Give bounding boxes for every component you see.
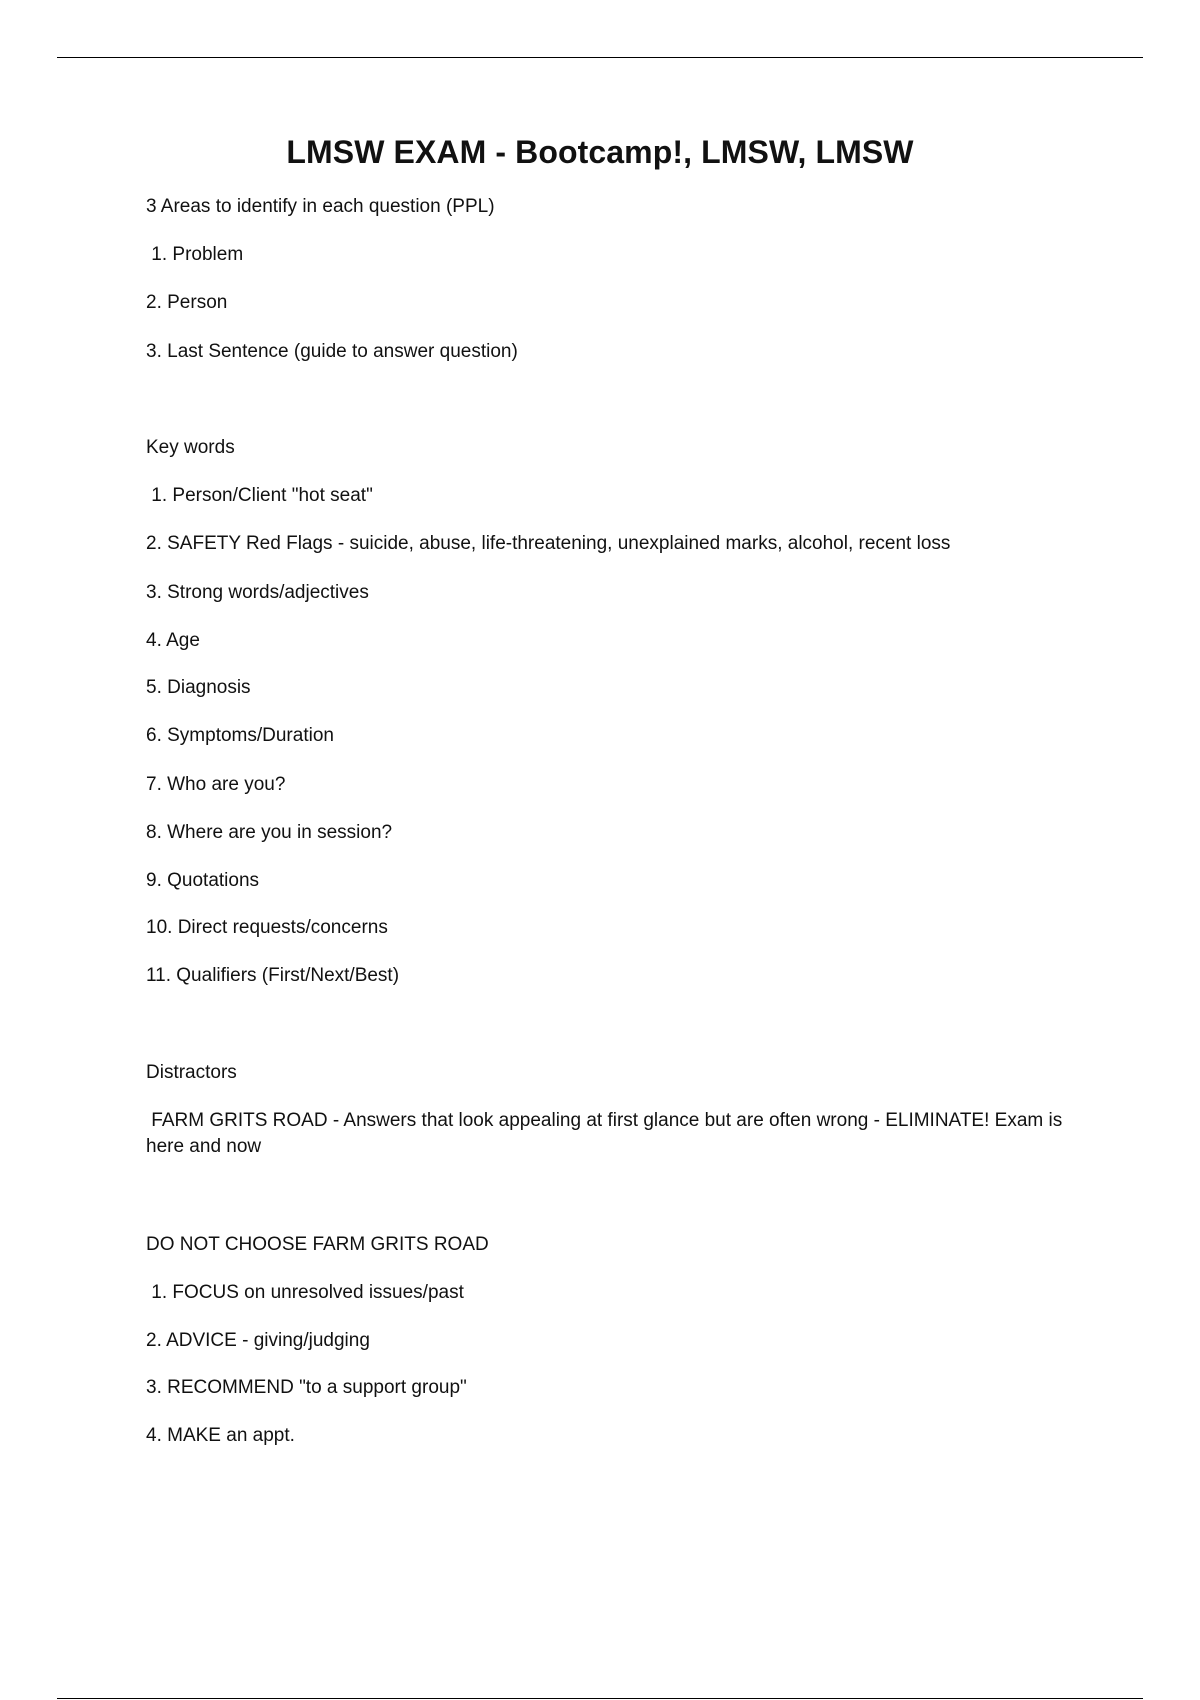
key-word-item: 2. SAFETY Red Flags - suicide, abuse, life-threatening, unexplained marks, alcohol, recent loss <box>146 533 951 554</box>
ppl-item-problem: 1. Problem <box>146 244 244 265</box>
key-word-item: 5. Diagnosis <box>146 677 251 698</box>
do-not-choose-item: 1. FOCUS on unresolved issues/past <box>146 1282 464 1303</box>
key-word-item: 9. Quotations <box>146 870 260 891</box>
key-word-item: 11. Qualifiers (First/Next/Best) <box>146 965 400 986</box>
key-word-item: 6. Symptoms/Duration <box>146 725 334 746</box>
header-rule <box>57 57 1143 58</box>
key-word-item: 7. Who are you? <box>146 774 286 795</box>
do-not-choose-item: 4. MAKE an appt. <box>146 1425 295 1446</box>
ppl-item-person: 2. Person <box>146 292 228 313</box>
do-not-choose-item: 2. ADVICE - giving/judging <box>146 1330 370 1351</box>
distractors-description: FARM GRITS ROAD - Answers that look appealing at first glance but are often wrong - ELIMINATE! Exam is here and now <box>146 1110 1068 1157</box>
key-word-item: 10. Direct requests/concerns <box>146 917 388 938</box>
key-word-item: 4. Age <box>146 630 200 651</box>
do-not-choose-heading: DO NOT CHOOSE FARM GRITS ROAD <box>146 1234 489 1255</box>
ppl-item-last-sentence: 3. Last Sentence (guide to answer question) <box>146 341 518 362</box>
ppl-heading: 3 Areas to identify in each question (PPL) <box>146 196 495 217</box>
distractors-heading: Distractors <box>146 1062 237 1083</box>
key-word-item: 8. Where are you in session? <box>146 822 393 843</box>
key-word-item: 3. Strong words/adjectives <box>146 582 369 603</box>
document-title: LMSW EXAM - Bootcamp!, LMSW, LMSW <box>286 134 914 170</box>
do-not-choose-item: 3. RECOMMEND "to a support group" <box>146 1377 467 1398</box>
footer-rule <box>57 1698 1143 1699</box>
key-words-heading: Key words <box>146 437 235 458</box>
key-word-item: 1. Person/Client "hot seat" <box>146 485 373 506</box>
